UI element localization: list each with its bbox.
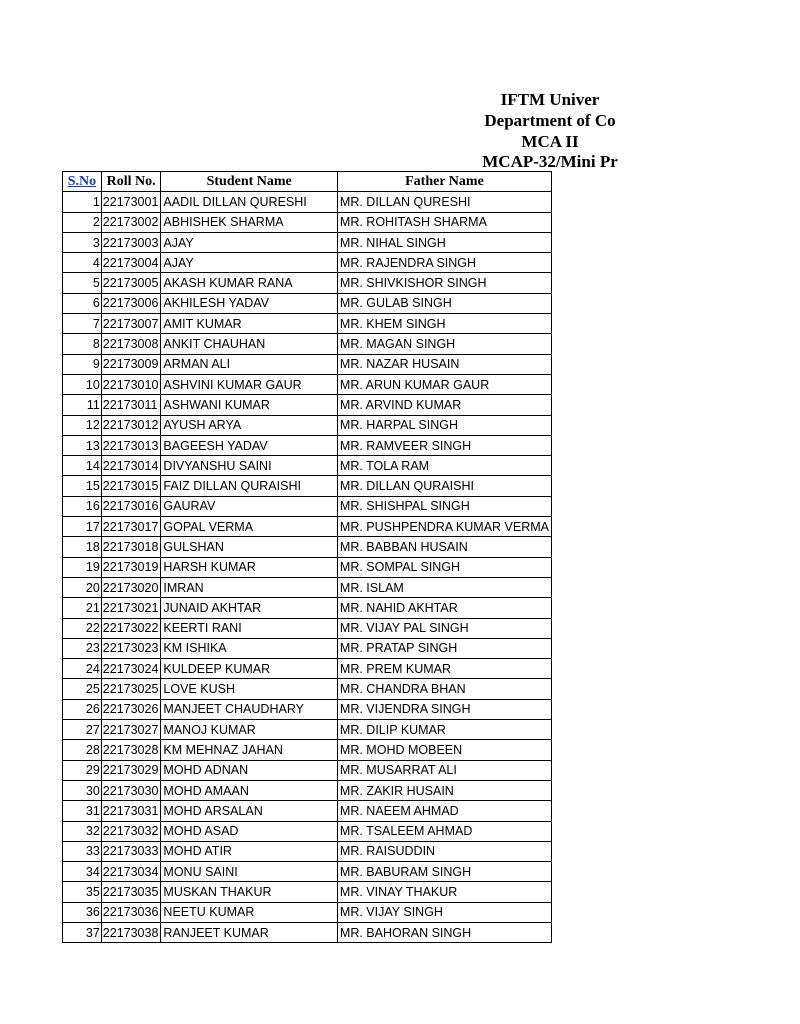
table-row — [63, 801, 552, 821]
cell-student-name: IMRAN — [161, 577, 338, 597]
cell-father-name: MR. TOLA RAM — [337, 456, 551, 476]
cell-roll-no: 22173035 — [101, 882, 161, 902]
cell-father-name: MR. PREM KUMAR — [337, 659, 551, 679]
cell-student-name: AJAY — [161, 232, 338, 252]
cell-student-name: KM MEHNAZ JAHAN — [161, 740, 338, 760]
cell-father-name: MR. BABBAN HUSAIN — [337, 537, 551, 557]
header-father-name: Father Name — [337, 172, 551, 192]
cell-student-name: MANOJ KUMAR — [161, 720, 338, 740]
cell-sno: 23 — [63, 638, 102, 658]
table-row — [63, 192, 552, 212]
cell-roll-no: 22173031 — [101, 801, 161, 821]
cell-father-name: MR. MAGAN SINGH — [337, 334, 551, 354]
table-row — [63, 659, 552, 679]
course-title: MCA II — [521, 132, 579, 151]
cell-father-name: MR. KHEM SINGH — [337, 314, 551, 334]
cell-sno: 25 — [63, 679, 102, 699]
cell-roll-no: 22173018 — [101, 537, 161, 557]
cell-student-name: AMIT KUMAR — [161, 314, 338, 334]
table-row — [63, 253, 552, 273]
cell-sno: 5 — [63, 273, 102, 293]
cell-father-name: MR. NAZAR HUSAIN — [337, 354, 551, 374]
cell-student-name: NEETU KUMAR — [161, 902, 338, 922]
cell-sno: 37 — [63, 922, 102, 942]
cell-student-name: ANKIT CHAUHAN — [161, 334, 338, 354]
cell-roll-no: 22173027 — [101, 720, 161, 740]
cell-student-name: AADIL DILLAN QURESHI — [161, 192, 338, 212]
cell-sno: 21 — [63, 598, 102, 618]
cell-sno: 14 — [63, 456, 102, 476]
cell-roll-no: 22173007 — [101, 314, 161, 334]
cell-father-name: MR. TSALEEM AHMAD — [337, 821, 551, 841]
header-sno[interactable]: S.No — [63, 172, 102, 192]
cell-roll-no: 22173024 — [101, 659, 161, 679]
table-row — [63, 922, 552, 942]
cell-father-name: MR. BABURAM SINGH — [337, 862, 551, 882]
cell-roll-no: 22173029 — [101, 760, 161, 780]
table-row — [63, 902, 552, 922]
cell-student-name: ASHVINI KUMAR GAUR — [161, 374, 338, 394]
cell-roll-no: 22173005 — [101, 273, 161, 293]
cell-sno: 35 — [63, 882, 102, 902]
cell-student-name: MUSKAN THAKUR — [161, 882, 338, 902]
cell-sno: 10 — [63, 374, 102, 394]
cell-sno: 24 — [63, 659, 102, 679]
table-row — [63, 862, 552, 882]
cell-sno: 3 — [63, 232, 102, 252]
cell-roll-no: 22173036 — [101, 902, 161, 922]
cell-roll-no: 22173014 — [101, 456, 161, 476]
cell-father-name: MR. RAJENDRA SINGH — [337, 253, 551, 273]
table-row — [63, 679, 552, 699]
table-row — [63, 760, 552, 780]
table-row — [63, 598, 552, 618]
table-row — [63, 334, 552, 354]
table-row — [63, 537, 552, 557]
cell-sno: 31 — [63, 801, 102, 821]
cell-student-name: HARSH KUMAR — [161, 557, 338, 577]
cell-student-name: JUNAID AKHTAR — [161, 598, 338, 618]
cell-father-name: MR. HARPAL SINGH — [337, 415, 551, 435]
cell-sno: 4 — [63, 253, 102, 273]
cell-father-name: MR. VINAY THAKUR — [337, 882, 551, 902]
table-row — [63, 293, 552, 313]
cell-roll-no: 22173010 — [101, 374, 161, 394]
cell-father-name: MR. ARVIND KUMAR — [337, 395, 551, 415]
cell-father-name: MR. ZAKIR HUSAIN — [337, 780, 551, 800]
cell-father-name: MR. MUSARRAT ALI — [337, 760, 551, 780]
table-row — [63, 720, 552, 740]
cell-roll-no: 22173015 — [101, 476, 161, 496]
cell-sno: 9 — [63, 354, 102, 374]
table-row — [63, 496, 552, 516]
department-title: Department of Co — [484, 111, 616, 130]
cell-roll-no: 22173006 — [101, 293, 161, 313]
table-row — [63, 557, 552, 577]
cell-student-name: KULDEEP KUMAR — [161, 659, 338, 679]
cell-sno: 36 — [63, 902, 102, 922]
cell-student-name: MOHD ARSALAN — [161, 801, 338, 821]
cell-sno: 30 — [63, 780, 102, 800]
table-row — [63, 314, 552, 334]
cell-roll-no: 22173022 — [101, 618, 161, 638]
cell-student-name: RANJEET KUMAR — [161, 922, 338, 942]
cell-roll-no: 22173033 — [101, 841, 161, 861]
cell-sno: 22 — [63, 618, 102, 638]
table-row — [63, 577, 552, 597]
cell-roll-no: 22173025 — [101, 679, 161, 699]
cell-roll-no: 22173012 — [101, 415, 161, 435]
cell-roll-no: 22173032 — [101, 821, 161, 841]
cell-roll-no: 22173034 — [101, 862, 161, 882]
table-row — [63, 476, 552, 496]
cell-student-name: MOHD ATIR — [161, 841, 338, 861]
cell-sno: 33 — [63, 841, 102, 861]
cell-student-name: AKASH KUMAR RANA — [161, 273, 338, 293]
subject-title: MCAP-32/Mini Pr — [482, 152, 618, 171]
cell-father-name: MR. ROHITASH SHARMA — [337, 212, 551, 232]
cell-father-name: MR. NIHAL SINGH — [337, 232, 551, 252]
cell-roll-no: 22173017 — [101, 517, 161, 537]
cell-father-name: MR. SOMPAL SINGH — [337, 557, 551, 577]
cell-sno: 7 — [63, 314, 102, 334]
university-title: IFTM Univer — [500, 90, 600, 109]
header-student-name: Student Name — [161, 172, 338, 192]
cell-student-name: AKHILESH YADAV — [161, 293, 338, 313]
cell-sno: 27 — [63, 720, 102, 740]
cell-sno: 13 — [63, 435, 102, 455]
cell-student-name: KEERTI RANI — [161, 618, 338, 638]
table-body — [63, 192, 552, 943]
cell-father-name: MR. DILLAN QURESHI — [337, 192, 551, 212]
cell-father-name: MR. DILIP KUMAR — [337, 720, 551, 740]
cell-sno: 2 — [63, 212, 102, 232]
table-row — [63, 821, 552, 841]
cell-father-name: MR. CHANDRA BHAN — [337, 679, 551, 699]
table-row — [63, 212, 552, 232]
cell-sno: 18 — [63, 537, 102, 557]
cell-student-name: MOHD ASAD — [161, 821, 338, 841]
cell-sno: 17 — [63, 517, 102, 537]
table-row — [63, 456, 552, 476]
table-row — [63, 374, 552, 394]
cell-father-name: MR. ARUN KUMAR GAUR — [337, 374, 551, 394]
cell-father-name: MR. VIJENDRA SINGH — [337, 699, 551, 719]
cell-sno: 34 — [63, 862, 102, 882]
cell-father-name: MR. SHISHPAL SINGH — [337, 496, 551, 516]
cell-sno: 11 — [63, 395, 102, 415]
table-row — [63, 415, 552, 435]
cell-roll-no: 22173003 — [101, 232, 161, 252]
cell-sno: 15 — [63, 476, 102, 496]
cell-roll-no: 22173002 — [101, 212, 161, 232]
cell-sno: 19 — [63, 557, 102, 577]
cell-sno: 20 — [63, 577, 102, 597]
cell-roll-no: 22173013 — [101, 435, 161, 455]
cell-father-name: MR. BAHORAN SINGH — [337, 922, 551, 942]
cell-father-name: MR. MOHD MOBEEN — [337, 740, 551, 760]
cell-roll-no: 22173021 — [101, 598, 161, 618]
cell-father-name: MR. ISLAM — [337, 577, 551, 597]
cell-student-name: FAIZ DILLAN QURAISHI — [161, 476, 338, 496]
cell-roll-no: 22173038 — [101, 922, 161, 942]
cell-student-name: KM ISHIKA — [161, 638, 338, 658]
cell-father-name: MR. PUSHPENDRA KUMAR VERMA — [337, 517, 551, 537]
cell-roll-no: 22173008 — [101, 334, 161, 354]
cell-student-name: ARMAN ALI — [161, 354, 338, 374]
header-roll-no: Roll No. — [101, 172, 161, 192]
cell-student-name: ASHWANI KUMAR — [161, 395, 338, 415]
table-header-row — [63, 172, 552, 192]
cell-sno: 28 — [63, 740, 102, 760]
cell-sno: 29 — [63, 760, 102, 780]
cell-roll-no: 22173023 — [101, 638, 161, 658]
cell-student-name: AYUSH ARYA — [161, 415, 338, 435]
cell-sno: 32 — [63, 821, 102, 841]
table-row — [63, 841, 552, 861]
student-list-table — [62, 171, 552, 943]
table-row — [63, 882, 552, 902]
cell-father-name: MR. RAISUDDIN — [337, 841, 551, 861]
cell-roll-no: 22173004 — [101, 253, 161, 273]
cell-father-name: MR. NAEEM AHMAD — [337, 801, 551, 821]
cell-student-name: GULSHAN — [161, 537, 338, 557]
cell-roll-no: 22173026 — [101, 699, 161, 719]
cell-father-name: MR. VIJAY PAL SINGH — [337, 618, 551, 638]
cell-roll-no: 22173011 — [101, 395, 161, 415]
cell-roll-no: 22173020 — [101, 577, 161, 597]
cell-sno: 8 — [63, 334, 102, 354]
cell-student-name: MOHD ADNAN — [161, 760, 338, 780]
cell-student-name: GOPAL VERMA — [161, 517, 338, 537]
cell-sno: 16 — [63, 496, 102, 516]
cell-father-name: MR. PRATAP SINGH — [337, 638, 551, 658]
cell-sno: 26 — [63, 699, 102, 719]
cell-roll-no: 22173019 — [101, 557, 161, 577]
table-row — [63, 232, 552, 252]
cell-father-name: MR. DILLAN QURAISHI — [337, 476, 551, 496]
cell-student-name: GAURAV — [161, 496, 338, 516]
cell-sno: 6 — [63, 293, 102, 313]
cell-student-name: MANJEET CHAUDHARY — [161, 699, 338, 719]
cell-father-name: MR. VIJAY SINGH — [337, 902, 551, 922]
cell-father-name: MR. NAHID AKHTAR — [337, 598, 551, 618]
cell-sno: 1 — [63, 192, 102, 212]
cell-roll-no: 22173030 — [101, 780, 161, 800]
table-row — [63, 395, 552, 415]
cell-father-name: MR. RAMVEER SINGH — [337, 435, 551, 455]
table-row — [63, 780, 552, 800]
cell-student-name: BAGEESH YADAV — [161, 435, 338, 455]
cell-roll-no: 22173028 — [101, 740, 161, 760]
cell-student-name: ABHISHEK SHARMA — [161, 212, 338, 232]
cell-roll-no: 22173001 — [101, 192, 161, 212]
table-row — [63, 517, 552, 537]
table-row — [63, 699, 552, 719]
cell-student-name: AJAY — [161, 253, 338, 273]
cell-roll-no: 22173016 — [101, 496, 161, 516]
cell-roll-no: 22173009 — [101, 354, 161, 374]
cell-student-name: DIVYANSHU SAINI — [161, 456, 338, 476]
cell-father-name: MR. GULAB SINGH — [337, 293, 551, 313]
cell-student-name: LOVE KUSH — [161, 679, 338, 699]
cell-father-name: MR. SHIVKISHOR SINGH — [337, 273, 551, 293]
cell-sno: 12 — [63, 415, 102, 435]
table-row — [63, 740, 552, 760]
cell-student-name: MONU SAINI — [161, 862, 338, 882]
table-row — [63, 618, 552, 638]
cell-student-name: MOHD AMAAN — [161, 780, 338, 800]
table-row — [63, 435, 552, 455]
table-row — [63, 273, 552, 293]
table-row — [63, 354, 552, 374]
table-row — [63, 638, 552, 658]
